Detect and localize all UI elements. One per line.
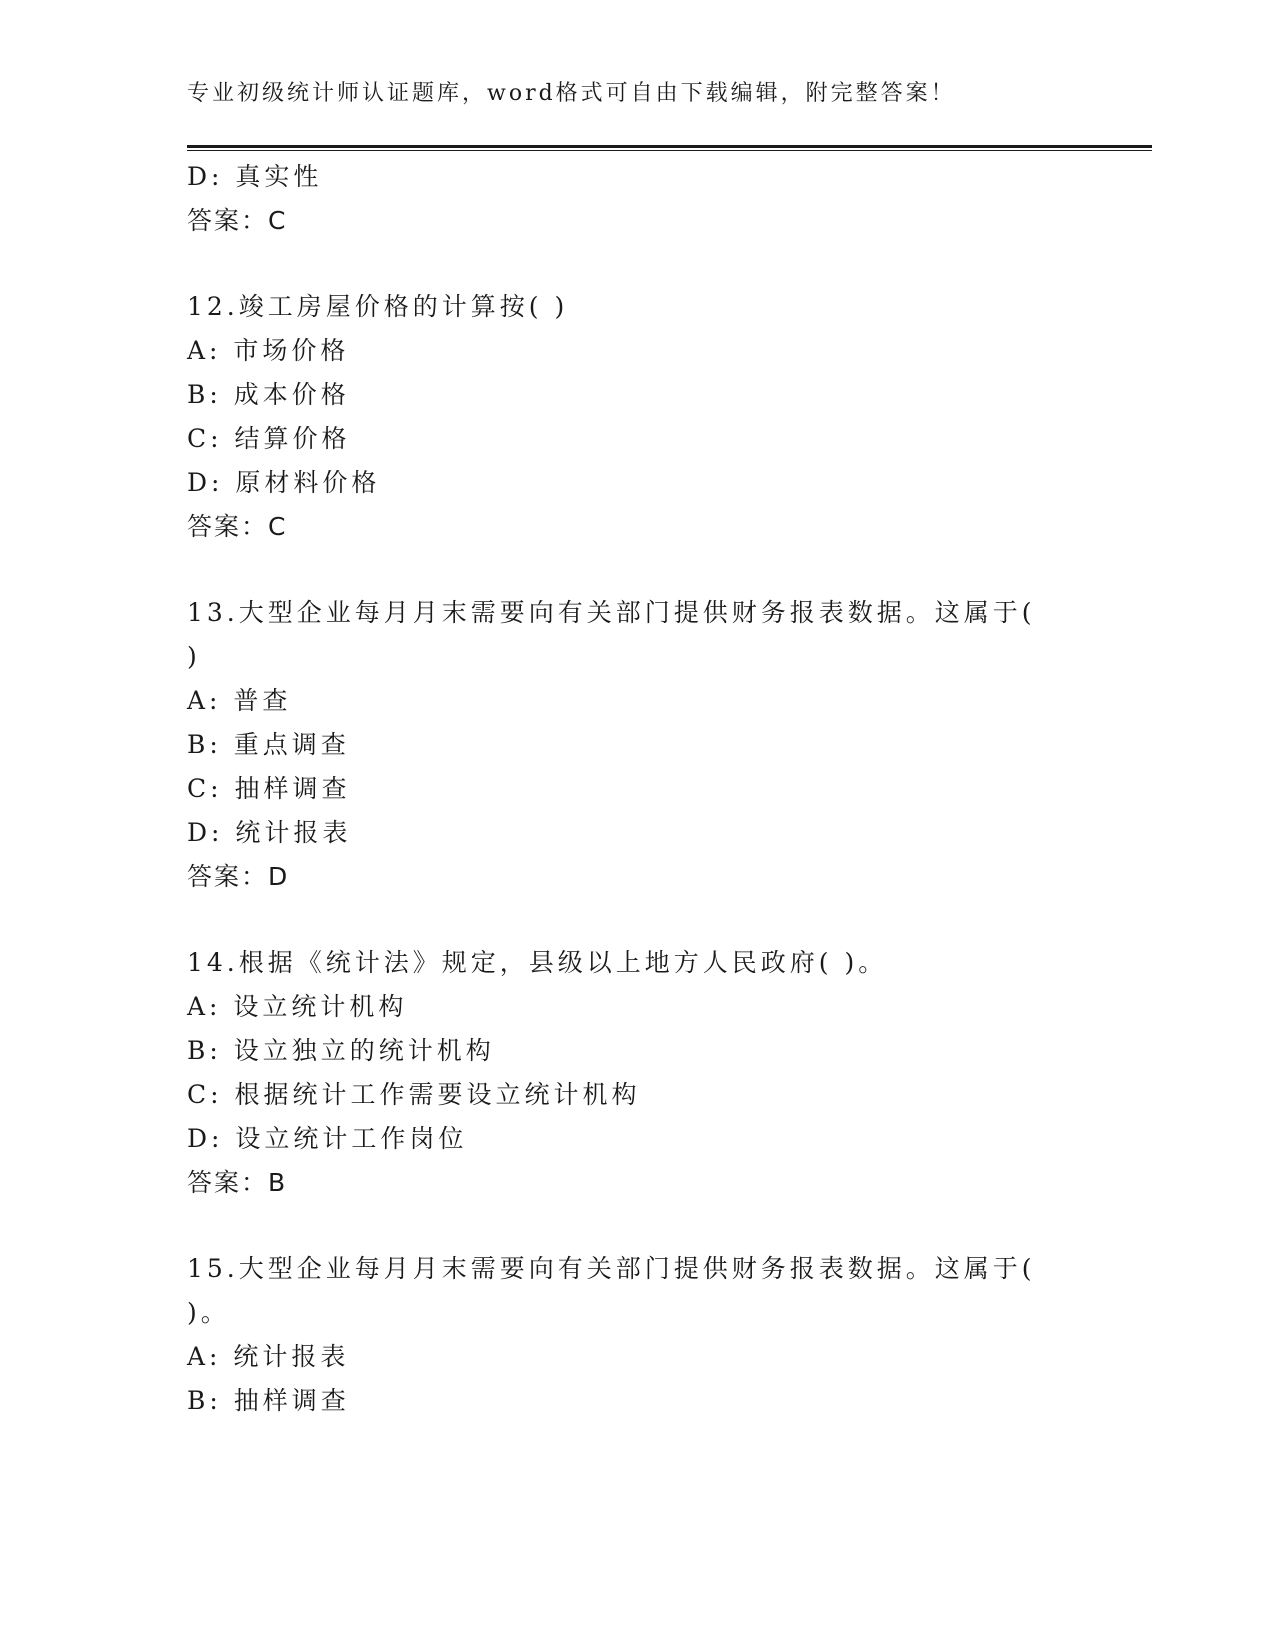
option-d-q13: D: 统计报表 bbox=[187, 818, 352, 847]
option-c-q13: C: 抽样调查 bbox=[187, 774, 351, 803]
answer-q13: 答案：D bbox=[187, 862, 290, 891]
option-b-q14: B: 设立独立的统计机构 bbox=[187, 1036, 495, 1065]
option-b-q12: B: 成本价格 bbox=[187, 380, 350, 409]
option-a-q14: A: 设立统计机构 bbox=[187, 992, 408, 1021]
option-c-q14: C: 根据统计工作需要设立统计机构 bbox=[187, 1080, 641, 1109]
option-c-q12: C: 结算价格 bbox=[187, 424, 351, 453]
option-a-q15: A: 统计报表 bbox=[187, 1342, 350, 1371]
option-b-q13: B: 重点调查 bbox=[187, 730, 350, 759]
header-rule-thick bbox=[187, 145, 1152, 148]
question-13-cont: ) bbox=[187, 642, 201, 671]
header-rule-thin bbox=[187, 150, 1152, 151]
answer-q12: 答案：C bbox=[187, 512, 288, 541]
option-a-q13: A: 普查 bbox=[187, 686, 292, 715]
answer-q11: 答案：C bbox=[187, 206, 288, 235]
question-15: 15.大型企业每月月末需要向有关部门提供财务报表数据。这属于( bbox=[187, 1254, 1036, 1283]
option-a-q12: A: 市场价格 bbox=[187, 336, 350, 365]
question-13: 13.大型企业每月月末需要向有关部门提供财务报表数据。这属于( bbox=[187, 598, 1036, 627]
page-header: 专业初级统计师认证题库，word格式可自由下载编辑，附完整答案！ bbox=[187, 81, 956, 106]
option-d-q12: D: 原材料价格 bbox=[187, 468, 381, 497]
answer-q14: 答案：B bbox=[187, 1168, 288, 1197]
question-14: 14.根据《统计法》规定，县级以上地方人民政府( )。 bbox=[187, 948, 888, 977]
question-12: 12.竣工房屋价格的计算按( ) bbox=[187, 292, 569, 321]
question-15-cont: )。 bbox=[187, 1298, 230, 1327]
option-b-q15: B: 抽样调查 bbox=[187, 1386, 350, 1415]
option-d-q14: D: 设立统计工作岗位 bbox=[187, 1124, 468, 1153]
option-d-q11: D: 真实性 bbox=[187, 162, 323, 191]
